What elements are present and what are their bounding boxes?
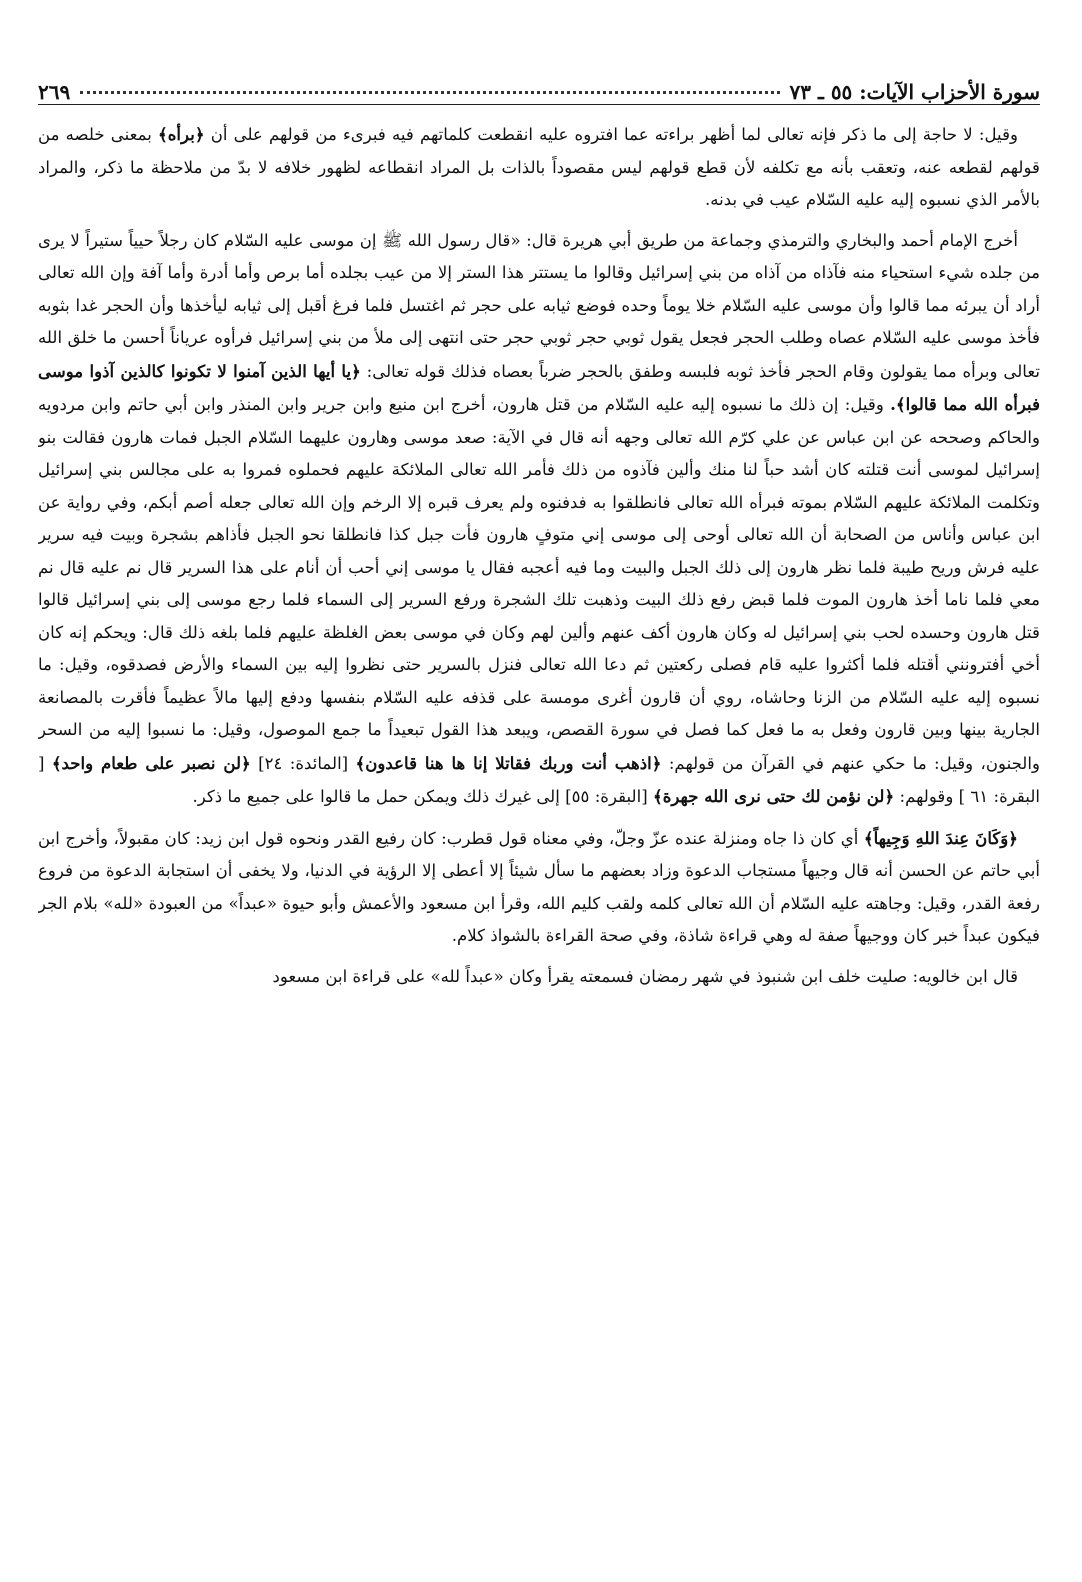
paragraph-text: أخرج الإمام أحمد والبخاري والترمذي وجماعة من طريق أبي هريرة قال: «قال رسول الله ﷺ إن موسى عليه السّلام كان رجلاً حيياً ستيراً لا يرى من جلده شيء استحياء منه فآذاه من آذاه من بني إسرائيل وقالوا ما يستتر هذا الستر إلا من عيب بجلده أما برص وأما أدرة وأما آفة وإن الله تعالى أراد أن يبرئه مما قالوا وأن موسى عليه السّلام خلا يوماً وحده فوضع ثيابه على حجر ثم اغتسل فلما فرغ أقبل إلى ثيابه ليأخذها وأن الحجر غدا بثوبه فأخذ موسى عليه السّلام عصاه وطلب الحجر فجعل يقول ثوبي حجر ثوبي حجر حتى انتهى إلى ملأ من بني إسرائيل فرأوه عرياناً أحسن ما خلق الله تعالى وبرأه مما يقولون وقام الحجر فأخذ ثوبه فلبسه وطفق بالحجر ضرباً بعصاه فذلك قوله تعالى:: [38, 230, 1040, 381]
paragraph-text: قال ابن خالويه: صليت خلف ابن شنبوذ في شهر رمضان فسمعته يقرأ وكان «عبداً لله» على قراءة ابن مسعود: [272, 966, 1018, 986]
paragraph-text: [البقرة: ٥٥] إلى غيرك ذلك ويمكن حمل ما قالوا على جميع ما ذكر.: [192, 787, 648, 806]
paragraph-text: وقيل: إن ذلك ما نسبوه إليه عليه السّلام من قتل هارون، أخرج ابن منيع وابن جرير وابن المنذر وابن أبي حاتم وابن مردويه والحاكم وصححه عن ابن عباس عن علي كرّم الله تعالى وجهه أنه قال في الآية: صعد موسى وهارون عليهما السّلام الجبل فمات هارون فقالت بنو إسرائيل لموسى أنت قتلته كان أشد حباً لنا منك وألين فآذوه من ذلك فأمر الله تعالى الملائكة عليهم فحملوه فمروا به على مجالس بني إسرائيل وتكلمت الملائكة عليهم السّلام بموته فبرأه الله تعالى فانطلقوا به فدفنوه ولم يعرف قبره إلا الرخم وإن الله تعالى جعله أصم أبكم، وفي رواية عن ابن عباس وأناس من الصحابة أن الله تعالى أوحى إلى موسى إني متوفٍ هارون فأت جبل كذا فانطلقا نحو الجبل فأذاهم بشجرة وبيت فيه سرير عليه فرش وريح طيبة فلما نظر هارون إلى ذلك الجبل والبيت وما فيه أعجبه فقال يا موسى إني أحب أن أنام على هذا السرير قال نم عليه قال نم معي فلما ناما أخذ هارون الموت فلما قبض رفع ذلك البيت وذهبت تلك الشجرة ورفع السرير إلى السماء فلما رجع موسى إلى بني إسرائيل قالوا قتل هارون وحسده لحب بني إسرائيل له وكان هارون أكف عنهم وألين لهم وكان في موسى بعض الغلظة عليهم فلما بلغه ذلك قال: ويحكم إنه كان أخي أفترونني أقتله فلما أكثروا عليه قام فصلى ركعتين ثم دعا الله تعالى فنزل بالسرير حتى نظروا إليه بين السماء والأرض فصدقوه، وقيل: ما نسبوه إليه عليه السّلام من الزنا وحاشاه، روي أن قارون أغرى مومسة على قذفه عليه السّلام بنفسها ودفع إليها مالاً عظيماً فأقرت بالمصانعة الجارية بينها وبين قارون وفعل به ما فعل كما فصل في سورة القصص، ويبعد هذا القول تبعيداً ما جمع الموصول، وقيل: ما نسبوا إليه من السحر والجنون، وقيل: ما حكي عنهم في القرآن من قولهم:: [38, 395, 1040, 773]
paragraph-text: أي كان ذا جاه ومنزلة عنده عزّ وجلّ، وفي معناه قول قطرب: كان رفيع القدر ونحوه قول ابن زيد: كان مقبولاً، وأخرج ابن أبي حاتم عن الحسن أنه قال وجيهاً مستجاب الدعوة وزاد بعضهم ما سأل شيئاً إلا أعطى إلا الرؤية في الدنيا، ولا يخفى أن استجابة الدعوة من فروع رفعة القدر، وقيل: وجاهته عليه السّلام أن الله تعالى كلمه ولقب كليم الله، وقرأ ابن مسعود والأعمش وأبو حيوة «عبداً» من العبودة «لله» بلام الجر فيكون عبداً خبر كان ووجيهاً صفة له وهي قراءة شاذة، وفي صحة القراءة بالشواذ كلام.: [38, 828, 1040, 945]
verse-reference: [ البقرة: ٦١ ] وقولهم:: [38, 753, 1040, 806]
quran-quote: ﴿برأه﴾: [158, 124, 205, 144]
surah-title: سورة الأحزاب الآيات: ٥٥ ـ ٧٣: [789, 80, 1040, 104]
quran-quote: ﴿يا أيها الذين آمنوا لا تكونوا كالذين آذوا موسى فبرأه الله مما قالوا﴾.: [38, 360, 1040, 414]
paragraph-3: [38, 822, 1040, 953]
paragraph-text: وقيل: لا حاجة إلى ما ذكر فإنه تعالى لما أظهر براءته عما افتروه عليه انقطعت كلماتهم فيه فبرىء من قولهم على أن: [210, 125, 1019, 144]
paragraph-2: [38, 225, 1040, 814]
paragraph-text: بمعنى خلصه من قولهم لقطعه عنه، وتعقب بأنه مع تكلفه لأن قطع قولهم ليس مقصوداً بالذات بل المراد انقطاعه لظهور خلافه لا بدّ من ملاحظة ما ذكر، والمراد بالأمر الذي نسبوه إليه عليه السّلام عيب في بدنه.: [38, 125, 1040, 209]
verse-reference: [المائدة: ٢٤]: [258, 753, 349, 773]
quran-quote: ﴿وَكَانَ عِندَ اللهِ وَجِيهاً﴾: [863, 827, 1019, 848]
dotted-leader: [80, 90, 779, 94]
page-body: [38, 118, 1040, 1542]
paragraph-4: [38, 961, 1040, 994]
page-number: ٢٦٩: [38, 80, 71, 104]
quran-quote: ﴿لن نصبر على طعام واحد﴾: [51, 752, 251, 773]
quran-quote: ﴿لن نؤمن لك حتى نرى الله جهرة﴾: [652, 786, 895, 806]
quran-quote: ﴿اذهب أنت وربك فقاتلا إنا ها هنا قاعدون﴾: [355, 752, 662, 773]
running-header: [38, 62, 1040, 105]
paragraph-1: [38, 118, 1040, 217]
